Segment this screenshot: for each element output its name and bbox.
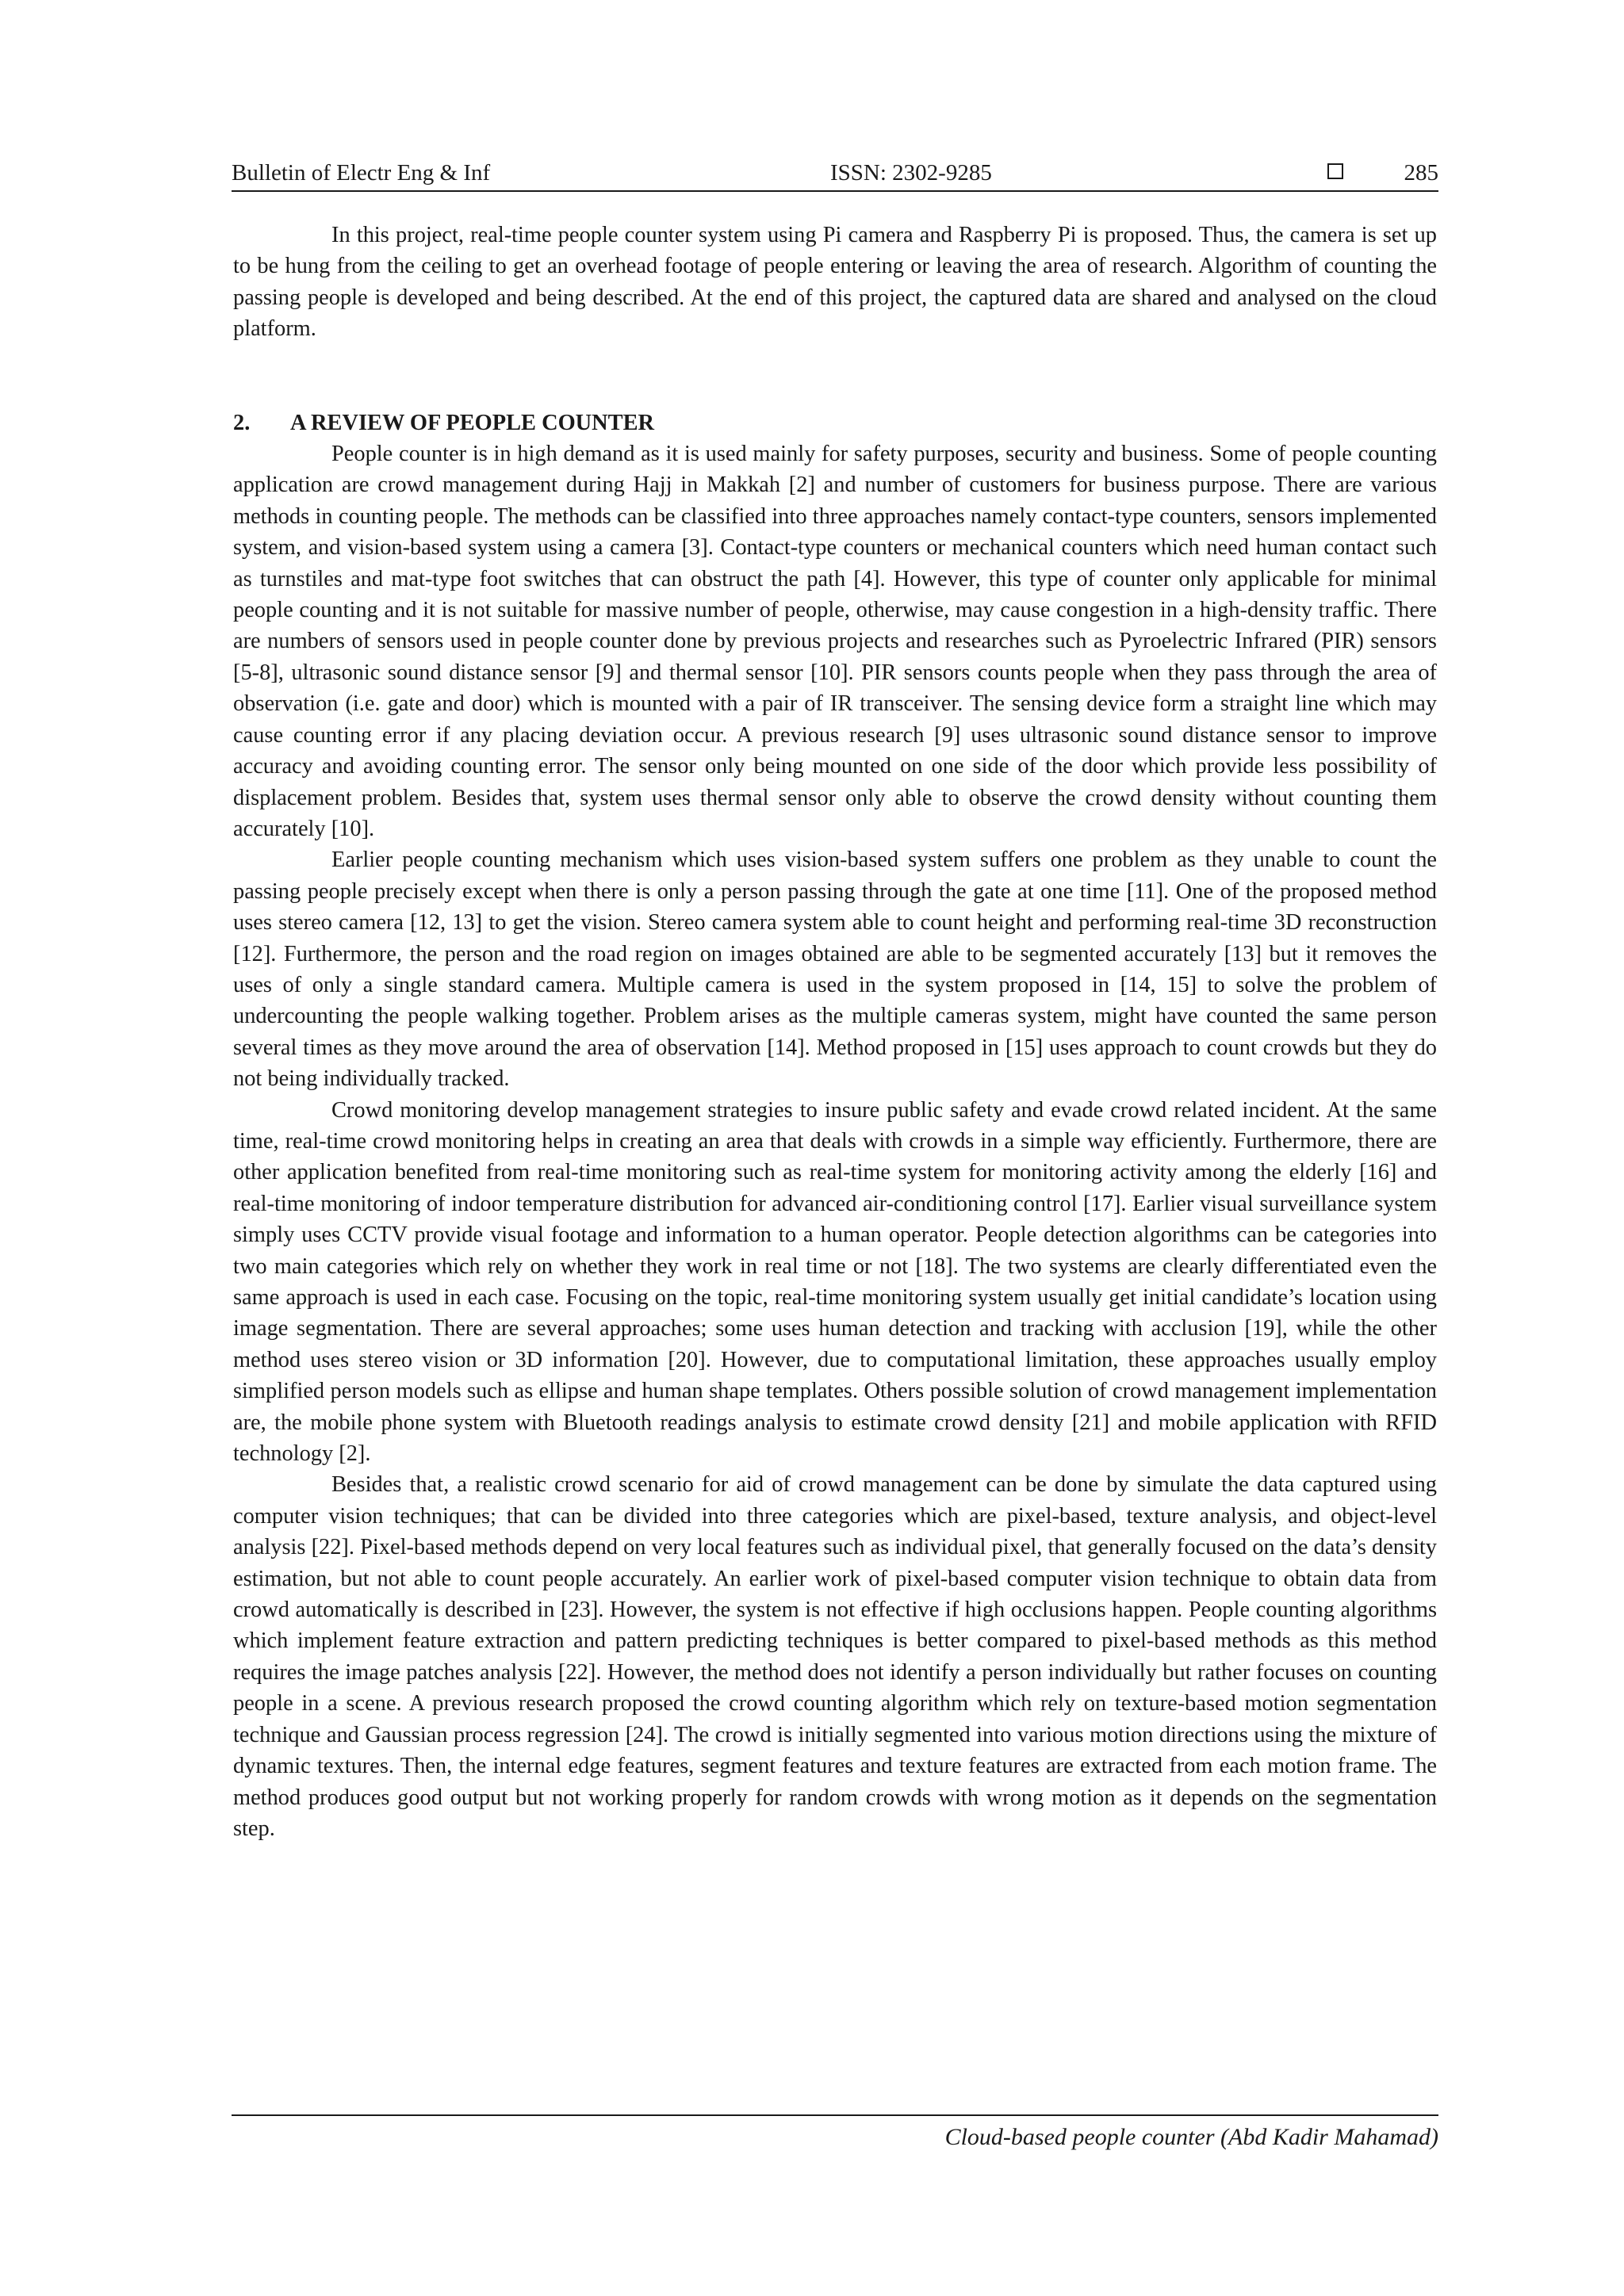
article-body [233, 220, 1437, 1844]
section-number: 2. [233, 410, 251, 435]
section-spacer [233, 345, 1437, 408]
intro-paragraph: In this project, real-time people counter system using Pi camera and Raspberry Pi is proposed. Thus, the camera is set up to be hung from the ceiling to get an overhead footage of people entering or leaving the area of research. Algorithm of counting the passing people is developed and being described. At the end of this project, the captured data are shared and analysed on the cloud platform. [233, 223, 1437, 342]
issn-label: ISSN: 2302-9285 [830, 160, 992, 186]
page-number: 285 [1404, 160, 1438, 186]
header-divider [232, 190, 1438, 192]
running-header [232, 155, 1438, 190]
journal-name: Bulletin of Electr Eng & Inf [232, 160, 491, 186]
body-paragraph: Earlier people counting mechanism which uses vision-based system suffers one problem as they unable to count the passing people precisely except when there is only a person passing through the gate at one time [11]. One of the proposed method uses stereo camera [12, 13] to get the vision. Stereo camera system able to count height and performing real-time 3D reconstruction [12]. Furthermore, the person and the road region on images obtained are able to be segmented accurately [13] but it removes the uses of only a single standard camera. Multiple camera is used in the system proposed in [14, 15] to solve the problem of undercounting the people walking together. Problem arises as the multiple cameras system, might have counted the same person several times as they move around the area of observation [14]. Method proposed in [15] uses approach to count crowds but they do not being individually tracked. [233, 848, 1437, 1092]
section-heading [233, 408, 1437, 438]
square-bullet-icon [1327, 163, 1343, 179]
body-paragraph: People counter is in high demand as it is used mainly for safety purposes, security and business. Some of people counting application are crowd management during Hajj in Makkah [2] and number of customers for business purpose. There are various methods in counting people. The methods can be classified into three approaches namely contact-type counters, sensors implemented system, and vision-based system using a camera [3]. Contact-type counters or mechanical counters which need human contact such as turnstiles and mat-type foot switches that can obstruct the path [4]. However, this type of counter only applicable for minimal people counting and it is not suitable for massive number of people, otherwise, may cause congestion in a high-density traffic. There are numbers of sensors used in people counter done by previous projects and researches such as Pyroelectric Infrared (PIR) sensors [5-8], ultrasonic sound distance sensor [9] and thermal sensor [10]. PIR sensors counts people when they pass through the area of observation (i.e. gate and door) which is mounted with a pair of IR transceiver. The sensing device form a straight line which may cause counting error if any placing deviation occur. A previous research [9] uses ultrasonic sound distance sensor to improve accuracy and avoiding counting error. The sensor only being mounted on one side of the door which provide less possibility of displacement problem. Besides that, system uses thermal sensor only able to observe the crowd density without counting them accurately [10]. [233, 442, 1437, 841]
footer-divider [232, 2114, 1438, 2116]
section-title: A REVIEW OF PEOPLE COUNTER [290, 410, 655, 435]
body-paragraph: Besides that, a realistic crowd scenario for aid of crowd management can be done by simulate the data captured using computer vision techniques; that can be divided into three categories which are pixel-based, texture analysis, and object-level analysis [22]. Pixel-based methods depend on very local features such as individual pixel, that generally focused on the data’s density estimation, but not able to count people accurately. An earlier work of pixel-based computer vision technique to obtain data from crowd automatically is described in [23]. However, the system is not effective if high occlusions happen. People counting algorithms which implement feature extraction and pattern predicting techniques is better compared to pixel-based methods as this method requires the image patches analysis [22]. However, the method does not identify a person individually but rather focuses on counting people in a scene. A previous research proposed the crowd counting algorithm which rely on texture-based motion segmentation technique and Gaussian process regression [24]. The crowd is initially segmented into various motion directions using the mixture of dynamic textures. Then, the internal edge features, segment features and texture features are extracted from each motion frame. The method produces good output but not working properly for random crowds with wrong motion as it depends on the segmentation step. [233, 1472, 1437, 1841]
body-paragraph: Crowd monitoring develop management strategies to insure public safety and evade crowd related incident. At the same time, real-time crowd monitoring helps in creating an area that deals with crowds in a simple way efficiently. Furthermore, there are other application benefited from real-time monitoring such as real-time system for monitoring activity among the elderly [16] and real-time monitoring of indoor temperature distribution for advanced air-conditioning control [17]. Earlier visual surveillance system simply uses CCTV provide visual footage and information to a human operator. People detection algorithms can be categories into two main categories which rely on whether they work in real time or not [18]. The two systems are clearly differentiated even the same approach is used in each case. Focusing on the topic, real-time monitoring system usually get initial candidate’s location using image segmentation. There are several approaches; some uses human detection and tracking with acclusion [19], while the other method uses stereo vision or 3D information [20]. However, due to computational limitation, these approaches usually employ simplified person models such as ellipse and human shape templates. Others possible solution of crowd management implementation are, the mobile phone system with Bluetooth readings analysis to estimate crowd density [21] and mobile application with RFID technology [2]. [233, 1097, 1437, 1467]
footer-running-title: Cloud-based people counter (Abd Kadir Mahamad) [944, 2124, 1438, 2150]
